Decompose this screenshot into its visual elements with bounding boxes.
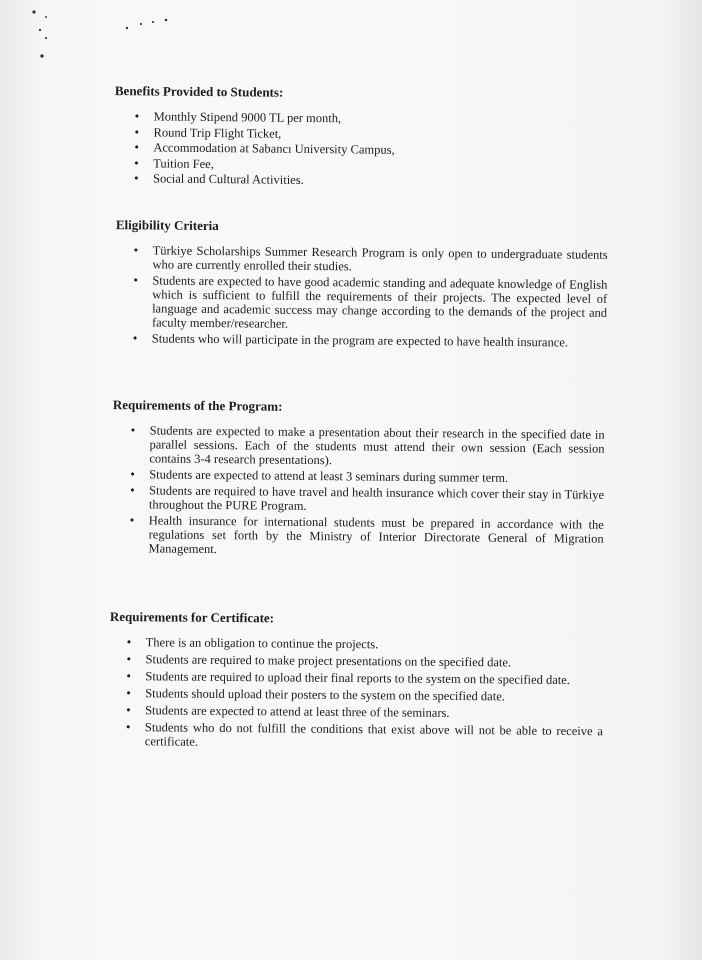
section-program-requirements [0,396,702,563]
list-item: • Students who do not fulfill the conditions that exist above will not be able to receive a certificate. [125,719,604,749]
list-item: • Students are expected to attend at least three of the seminars. [126,702,450,720]
bullet-icon: • [126,634,132,650]
bullet-icon: • [133,272,139,288]
list-item: • Students should upload their posters to the system on the specified date. [126,685,505,704]
bullet-icon: • [130,466,135,482]
bullet-icon: • [126,668,132,684]
section-certificate-requirements [0,608,702,756]
bullet-icon: • [132,330,138,346]
bullet-icon: • [134,139,140,155]
section-eligibility [0,216,702,353]
bullet-list [129,422,605,559]
list-item: • Türkiye Scholarships Summer Research Program is only open to undergraduate students who are currently enrolled their studies. [133,242,608,274]
list-item: • Monthly Stipend 9000 TL per month, [134,108,342,126]
bullet-icon: • [134,108,140,124]
list-item: • Students who will participate in the program are expected to have health insurance. [132,330,569,350]
list-item: • Round Trip Flight Ticket, [134,123,282,141]
bullet-list [132,242,608,350]
bullet-icon: • [130,422,136,438]
list-item: • Students are required to upload their final reports to the system on the specified date. [126,668,570,687]
bullet-list [125,634,604,752]
bullet-icon: • [133,242,139,258]
bullet-icon: • [125,719,131,735]
section-heading: Eligibility Criteria [115,217,219,234]
scan-specks [0,0,702,80]
bullet-icon: • [134,154,139,170]
section-heading: Requirements for Certificate: [109,608,275,626]
list-item: • Tuition Fee, [134,154,214,171]
section-heading: Benefits Provided to Students: [114,83,284,100]
section-heading: Requirements of the Program: [112,397,283,414]
list-item: • There is an obligation to continue the projects. [126,634,379,652]
bullet-icon: • [126,702,131,718]
list-item: • Students are expected to have good academic standing and adequate knowledge of English which is sufficient to fulfill the requirements of their projects. The expected level of language and academic success may change according to the demands of the project and faculty member/researcher. [133,272,608,331]
section-benefits [0,82,702,192]
list-item: • Social and Cultural Activities. [134,170,304,187]
list-item: • Health insurance for international students must be prepared in accordance with the regulations set forth by the Ministry of Interior Directorate General of Migration Management. [129,512,604,557]
list-item: • Students are expected to make a presentation about their research in the specified date in parallel sessions. Each of the students must attend their own session (Each session contains 3-4 research presentations). [130,422,605,468]
bullet-icon: • [134,123,140,139]
list-item: • Accommodation at Sabancı University Campus, [134,139,395,157]
list-item: • Students are required to make project presentations on the specified date. [126,651,512,670]
list-item: • Students are expected to attend at least 3 seminars during summer term. [130,466,509,485]
bullet-icon: • [126,685,131,701]
bullet-icon: • [134,170,139,186]
bullet-icon: • [130,482,135,498]
bullet-list [134,108,454,188]
bullet-icon: • [126,651,132,667]
bullet-icon: • [129,512,135,528]
list-item: • Students are required to have travel and health insurance which cover their stay in Türkiye throughout the PURE Program. [130,482,605,513]
